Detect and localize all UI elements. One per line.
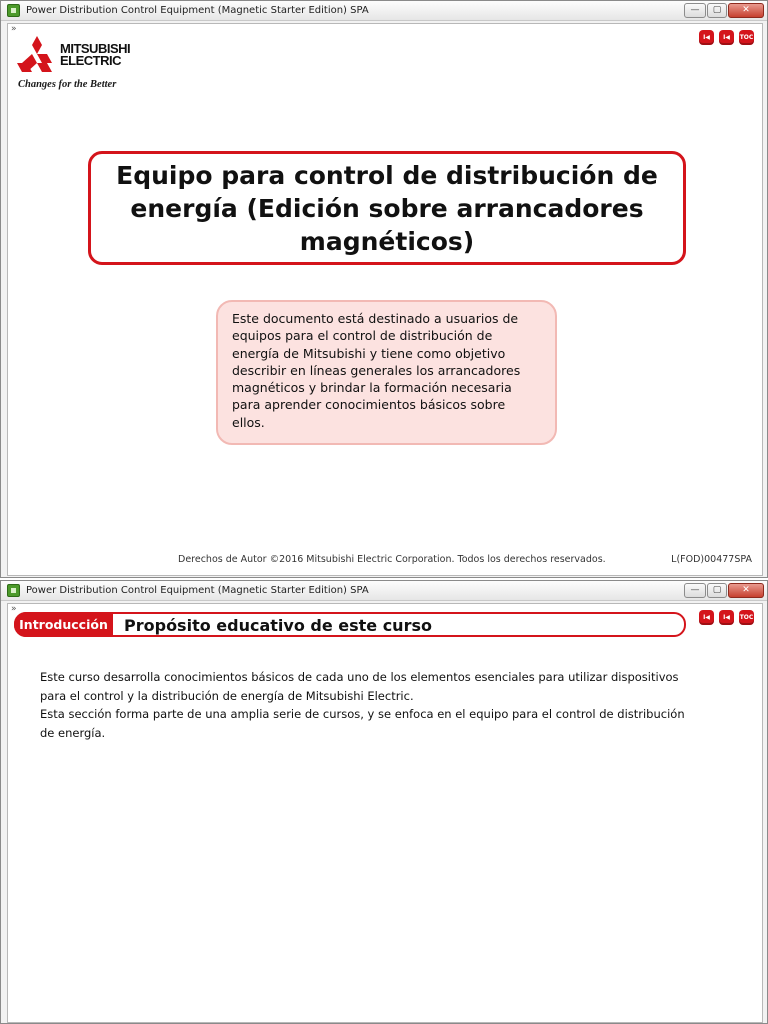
app-icon xyxy=(7,584,20,597)
three-diamonds-icon xyxy=(17,36,57,76)
mitsubishi-logo xyxy=(17,34,147,96)
slide-nav xyxy=(699,610,754,625)
toc-button[interactable]: TOC xyxy=(739,610,754,625)
minimize-button[interactable]: — xyxy=(684,583,706,598)
logo-tagline: Changes for the Better xyxy=(18,79,117,90)
minimize-button[interactable]: — xyxy=(684,3,706,18)
window-title: Power Distribution Control Equipment (Magnetic Starter Edition) SPA xyxy=(26,585,369,596)
slide-nav xyxy=(699,30,754,45)
maximize-button[interactable]: ▢ xyxy=(707,3,727,18)
slide-content xyxy=(7,23,763,576)
title-bar[interactable] xyxy=(1,581,767,601)
section-tag: Introducción xyxy=(14,612,113,637)
section-title: Propósito educativo de este curso xyxy=(124,616,432,635)
logo-wordmark: MITSUBISHI ELECTRIC xyxy=(60,41,131,68)
first-page-button[interactable]: I◀ xyxy=(699,30,714,45)
slide-content xyxy=(7,603,763,1023)
course-description-box xyxy=(216,300,557,445)
app-icon xyxy=(7,4,20,17)
close-button[interactable]: ✕ xyxy=(728,3,764,18)
maximize-button[interactable]: ▢ xyxy=(707,583,727,598)
course-window-2 xyxy=(0,580,768,1024)
section-header xyxy=(14,612,686,637)
toc-button[interactable]: TOC xyxy=(739,30,754,45)
first-page-button[interactable]: I◀ xyxy=(699,610,714,625)
expand-icon[interactable]: » xyxy=(11,604,17,614)
purpose-paragraph-1: Este curso desarrolla conocimientos básicos de cada uno de los elementos esenciales para utilizar dispositivos para el control y la distribución de energía de Mitsubishi Electric. xyxy=(40,670,679,703)
course-description: Este documento está destinado a usuarios de equipos para el control de distribución de energía de Mitsubishi y tiene como objetivo describir en líneas generales los arrancadores magnéticos y brindar la formación necesaria para aprender conocimientos básicos sobre ellos. xyxy=(232,311,521,430)
document-code: L(FOD)00477SPA xyxy=(671,554,752,565)
close-button[interactable]: ✕ xyxy=(728,583,764,598)
copyright-text: Derechos de Autor ©2016 Mitsubishi Electric Corporation. Todos los derechos reservados. xyxy=(178,554,606,565)
title-bar[interactable] xyxy=(1,1,767,21)
course-title: Equipo para control de distribución de energía (Edición sobre arrancadores magnéticos) xyxy=(116,160,658,256)
previous-page-button[interactable]: I◀ xyxy=(719,30,734,45)
course-purpose-text xyxy=(40,668,690,742)
window-title: Power Distribution Control Equipment (Magnetic Starter Edition) SPA xyxy=(26,5,369,16)
expand-icon[interactable]: » xyxy=(11,24,17,34)
previous-page-button[interactable]: I◀ xyxy=(719,610,734,625)
purpose-paragraph-2: Esta sección forma parte de una amplia serie de cursos, y se enfoca en el equipo para el control de distribución de energía. xyxy=(40,707,685,740)
course-title-box xyxy=(88,151,686,265)
